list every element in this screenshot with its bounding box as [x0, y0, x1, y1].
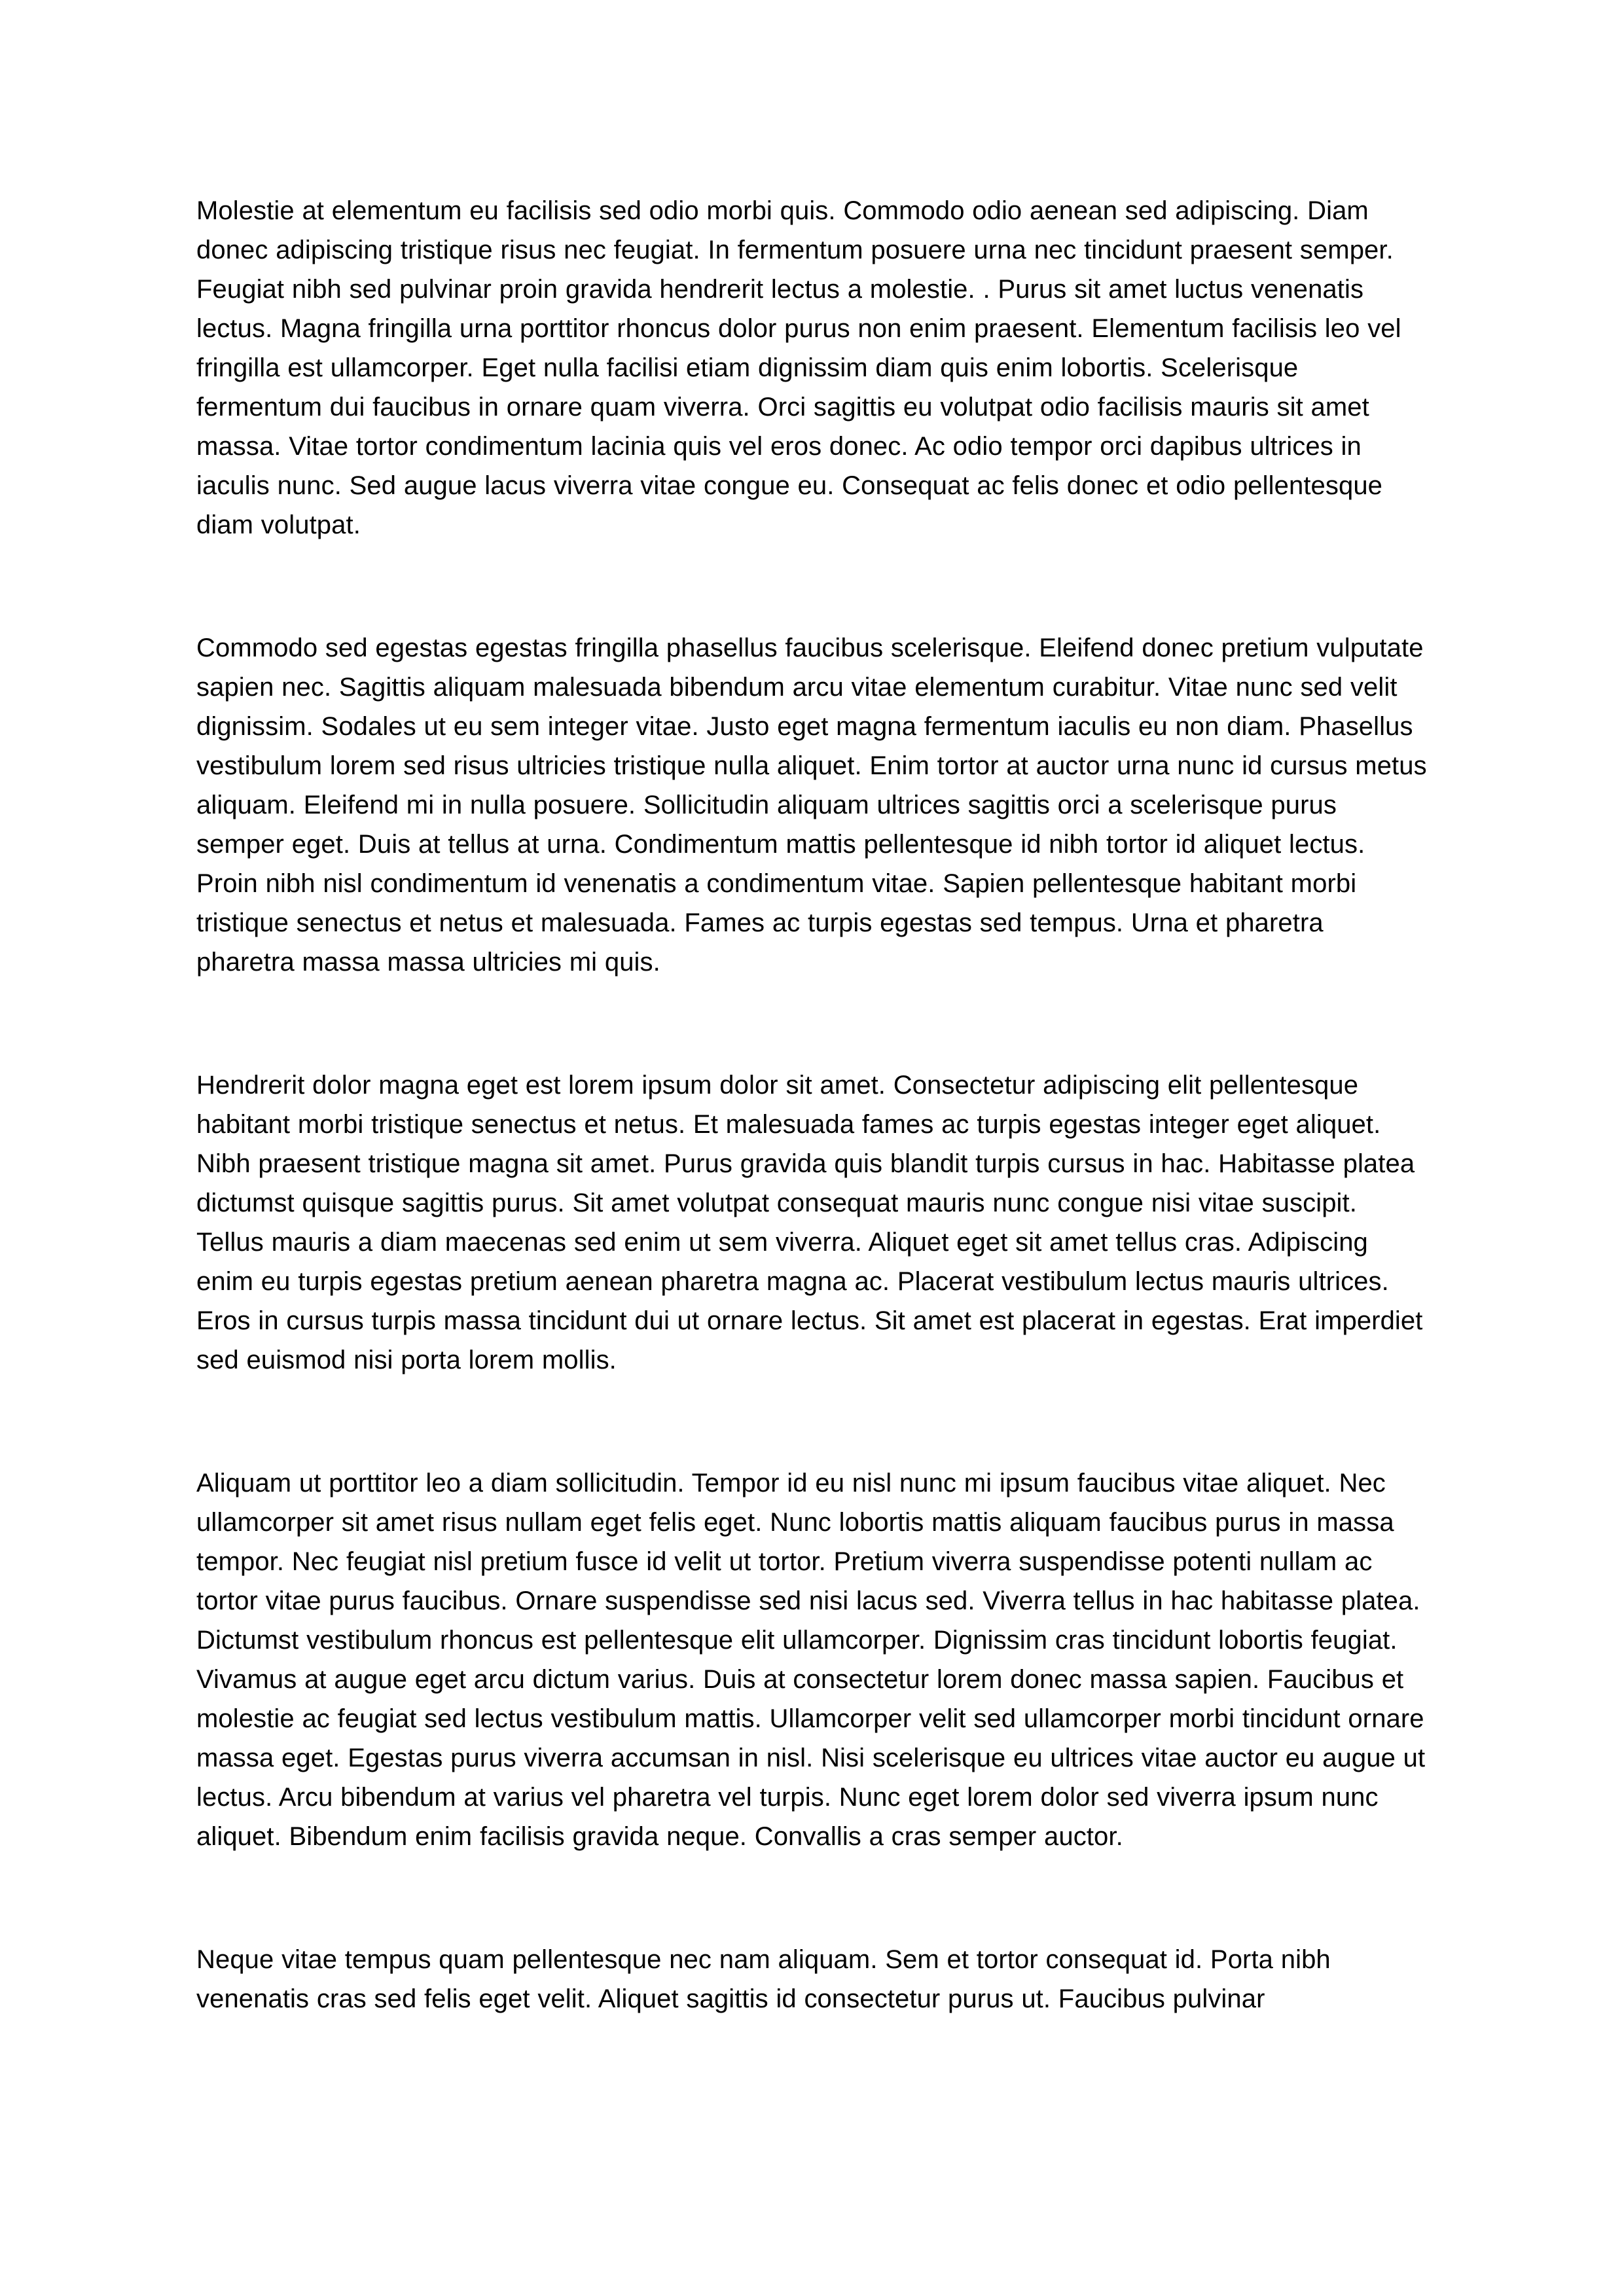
- paragraph-2: Commodo sed egestas egestas fringilla phasellus faucibus scelerisque. Eleifend donec pretium vulputate sapien nec. Sagittis aliquam malesuada bibendum arcu vitae elementum curabitur. Vitae nunc sed velit dignissim. Sodales ut eu sem integer vitae. Justo eget magna fermentum iaculis eu non diam. Phasellus vestibulum lorem sed risus ultricies tristique nulla aliquet. Enim tortor at auctor urna nunc id cursus metus aliquam. Eleifend mi in nulla posuere. Sollicitudin aliquam ultrices sagittis orci a scelerisque purus semper eget. Duis at tellus at urna. Condimentum mattis pellentesque id nibh tortor id aliquet lectus. Proin nibh nisl condimentum id venenatis a condimentum vitae. Sapien pellentesque habitant morbi tristique senectus et netus et malesuada. Fames ac turpis egestas sed tempus. Urna et pharetra pharetra massa massa ultricies mi quis.: [196, 634, 1427, 977]
- paragraph-5: Neque vitae tempus quam pellentesque nec nam aliquam. Sem et tortor consequat id. Porta nibh venenatis cras sed felis eget velit. Aliquet sagittis id consectetur purus ut. Faucibus pulvinar: [196, 1945, 1331, 2013]
- paragraph-3: Hendrerit dolor magna eget est lorem ipsum dolor sit amet. Consectetur adipiscing elit pellentesque habitant morbi tristique senectus et netus. Et malesuada fames ac turpis egestas integer eget aliquet. Nibh praesent tristique magna sit amet. Purus gravida quis blandit turpis cursus in hac. Habitasse platea dictumst quisque sagittis purus. Sit amet volutpat consequat mauris nunc congue nisi vitae suscipit. Tellus mauris a diam maecenas sed enim ut sem viverra. Aliquet eget sit amet tellus cras. Adipiscing enim eu turpis egestas pretium aenean pharetra magna ac. Placerat vestibulum lectus mauris ultrices. Eros in cursus turpis massa tincidunt dui ut ornare lectus. Sit amet est placerat in egestas. Erat imperdiet sed euismod nisi porta lorem mollis.: [196, 1071, 1423, 1374]
- paragraph-4: Aliquam ut porttitor leo a diam sollicitudin. Tempor id eu nisl nunc mi ipsum faucibus vitae aliquet. Nec ullamcorper sit amet risus nullam eget felis eget. Nunc lobortis mattis aliquam faucibus purus in massa tempor. Nec feugiat nisl pretium fusce id velit ut tortor. Pretium viverra suspendisse potenti nullam ac tortor vitae purus faucibus. Ornare suspendisse sed nisi lacus sed. Viverra tellus in hac habitasse platea. Dictumst vestibulum rhoncus est pellentesque elit ullamcorper. Dignissim cras tincidunt lobortis feugiat. Vivamus at augue eget arcu dictum varius. Duis at consectetur lorem donec massa sapien. Faucibus et molestie ac feugiat sed lectus vestibulum mattis. Ullamcorper velit sed ullamcorper morbi tincidunt ornare massa eget. Egestas purus viverra accumsan in nisl. Nisi scelerisque eu ultrices vitae auctor eu augue ut lectus. Arcu bibendum at varius vel pharetra vel turpis. Nunc eget lorem dolor sed viverra ipsum nunc aliquet. Bibendum enim facilisis gravida neque. Convallis a cras semper auctor.: [196, 1469, 1426, 1851]
- paragraph-1: Molestie at elementum eu facilisis sed odio morbi quis. Commodo odio aenean sed adipiscing. Diam donec adipiscing tristique risus nec feugiat. In fermentum posuere urna nec tincidunt praesent semper. Feugiat nibh sed pulvinar proin gravida hendrerit lectus a molestie. . Purus sit amet luctus venenatis lectus. Magna fringilla urna porttitor rhoncus dolor purus non enim praesent. Elementum facilisis leo vel fringilla est ullamcorper. Eget nulla facilisi etiam dignissim diam quis enim lobortis. Scelerisque fermentum dui faucibus in ornare quam viverra. Orci sagittis eu volutpat odio facilisis mauris sit amet massa. Vitae tortor condimentum lacinia quis vel eros donec. Ac odio tempor orci dapibus ultrices in iaculis nunc. Sed augue lacus viverra vitae congue eu. Consequat ac felis donec et odio pellentesque diam volutpat.: [196, 196, 1401, 539]
